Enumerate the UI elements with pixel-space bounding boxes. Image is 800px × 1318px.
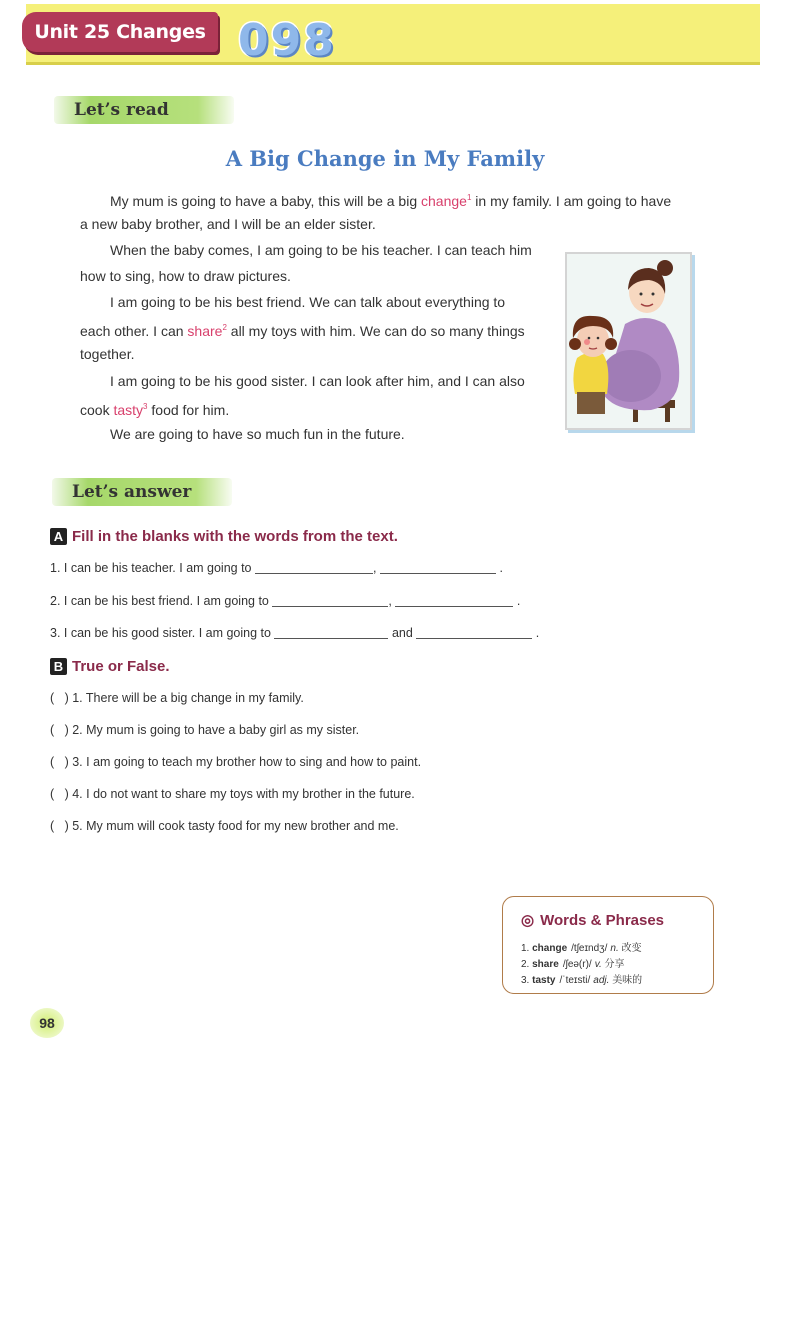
punct: .: [535, 626, 540, 640]
story-title: A Big Change in My Family: [225, 146, 545, 171]
entry-pos: v.: [594, 959, 602, 970]
section-b-letter: B: [50, 658, 67, 675]
entry-meaning: 分享: [604, 959, 625, 970]
punct: .: [499, 561, 503, 575]
story-line: how to sing, how to draw pictures.: [80, 268, 291, 284]
entry-word: share: [532, 959, 559, 970]
story-line: I am going to be his good sister. I can look after him, and I can also: [110, 373, 525, 389]
story-line: We are going to have so much fun in the future.: [110, 426, 405, 442]
entry-num: 2.: [521, 959, 530, 970]
lets-read-banner: Let’s read: [54, 96, 234, 124]
answer-parenthesis[interactable]: ( ): [50, 787, 69, 801]
section-b-title: True or False.: [72, 658, 170, 675]
vocab-tasty: [113, 402, 147, 418]
word-entry: [521, 971, 642, 986]
story-line: a new baby brother, and I will be an elder sister.: [80, 216, 376, 232]
vocab-word: share: [187, 323, 223, 339]
statement-text: 2. My mum is going to have a baby girl as my sister.: [72, 723, 360, 737]
question-text: 3. I can be his good sister. I am going to: [50, 626, 271, 640]
footnote-marker: 3: [143, 402, 148, 411]
text-span: in my family. I am going to have: [471, 193, 672, 209]
entry-meaning: 改变: [621, 943, 642, 954]
fill-question-2: [50, 594, 520, 608]
footnote-marker: 1: [466, 193, 472, 202]
word-entry: [521, 939, 642, 954]
text-span: cook: [80, 402, 114, 418]
story-line: together.: [80, 346, 135, 362]
page-code: 098: [238, 15, 336, 66]
text-span: My mum is going to have a baby, this will be a big: [110, 193, 422, 209]
question-text: 1. I can be his teacher. I am going to: [50, 561, 252, 575]
vocab-word: change: [421, 193, 467, 209]
answer-blank[interactable]: [416, 638, 532, 639]
answer-blank[interactable]: [255, 573, 373, 574]
answer-blank[interactable]: [395, 606, 513, 607]
lets-answer-banner: Let’s answer: [52, 478, 232, 506]
story-line: [80, 394, 229, 423]
section-a-letter: A: [50, 528, 67, 545]
punct: .: [516, 594, 521, 608]
illustration-art: [567, 254, 690, 428]
statement-text: 5. My mum will cook tasty food for my new brother and me.: [72, 819, 399, 833]
page-number: 98: [30, 1008, 64, 1038]
words-phrases-box: [502, 896, 714, 994]
entry-phonetic: /tʃeɪndʒ/: [571, 943, 608, 954]
text-span: each other. I can: [80, 323, 188, 339]
tf-item-1: [50, 691, 304, 705]
vocab-share: [187, 323, 226, 339]
section-a-heading: [50, 528, 398, 545]
statement-text: 4. I do not want to share my toys with my brother in the future.: [72, 787, 415, 801]
fill-question-1: [50, 561, 503, 575]
answer-parenthesis[interactable]: ( ): [50, 755, 69, 769]
tf-item-2: [50, 723, 359, 737]
entry-pos: adj.: [593, 975, 610, 986]
entry-pos: n.: [610, 943, 619, 954]
footnote-marker: 2: [222, 323, 227, 332]
entry-phonetic: /ˈteɪsti/: [559, 975, 591, 986]
girl-and-pregnant-mother-illustration: [565, 252, 692, 430]
entry-word: tasty: [532, 975, 556, 986]
story-line: I am going to be his best friend. We can talk about everything to: [110, 294, 506, 310]
punct: ,: [388, 594, 392, 608]
vocab-change: [421, 193, 471, 209]
words-phrases-title: [521, 911, 664, 929]
answer-parenthesis[interactable]: ( ): [50, 723, 69, 737]
story-line: [80, 315, 525, 344]
text-span: all my toys with him. We can do so many things: [226, 323, 525, 339]
answer-blank[interactable]: [380, 573, 496, 574]
word-entry: [521, 955, 625, 970]
tf-item-4: [50, 787, 415, 801]
vocab-word: tasty: [113, 402, 144, 418]
story-line: When the baby comes, I am going to be his teacher. I can teach him: [110, 242, 532, 258]
tf-item-5: [50, 819, 399, 833]
words-title-text: Words & Phrases: [540, 912, 665, 929]
section-b-heading: [50, 658, 170, 675]
answer-parenthesis[interactable]: ( ): [50, 691, 69, 705]
statement-text: 1. There will be a big change in my family.: [72, 691, 304, 705]
answer-blank[interactable]: [272, 606, 388, 607]
text-span: food for him.: [147, 402, 230, 418]
unit-tab: Unit 25 Changes: [22, 12, 218, 52]
entry-word: change: [532, 943, 568, 954]
punct: ,: [373, 561, 377, 575]
statement-text: 3. I am going to teach my brother how to sing and how to paint.: [72, 755, 422, 769]
question-text: 2. I can be his best friend. I am going to: [50, 594, 269, 608]
entry-meaning: 美味的: [612, 975, 643, 986]
connector-word: and: [391, 626, 413, 640]
entry-num: 3.: [521, 975, 530, 986]
double-circle-icon: ◎: [521, 912, 535, 929]
entry-phonetic: /ʃeə(r)/: [562, 959, 592, 970]
section-a-title: Fill in the blanks with the words from the text.: [72, 528, 398, 545]
story-line: [110, 185, 671, 214]
entry-num: 1.: [521, 943, 530, 954]
answer-parenthesis[interactable]: ( ): [50, 819, 69, 833]
answer-blank[interactable]: [274, 638, 388, 639]
fill-question-3: [50, 626, 539, 640]
tf-item-3: [50, 755, 421, 769]
